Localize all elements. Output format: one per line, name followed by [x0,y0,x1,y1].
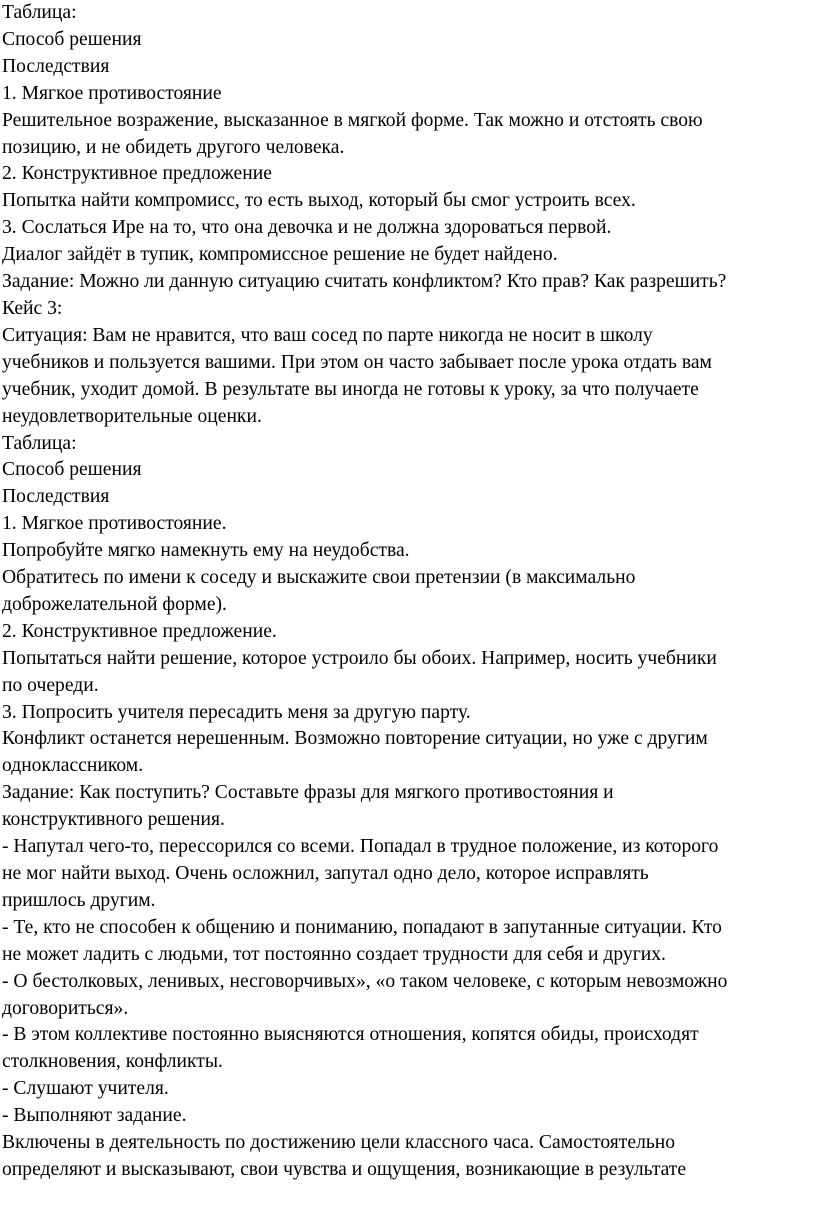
option-soft-resistance-hint: Попробуйте мягко намекнуть ему на неудобства. [2,540,410,562]
option-refer-to-ira: 3. Сослаться Ире на то, что она девочка и не должна здороваться первой. [2,217,612,239]
option-ask-teacher-consequence: Конфликт останется нерешенным. Возможно повторение ситуации, но уже с другим одноклассником. [2,728,708,777]
option-soft-resistance-consequence: Решительное возражение, высказанное в мягкой форме. Так можно и отстоять свою позицию, и не обидеть другого человека. [2,109,703,158]
option-soft-resistance: 1. Мягкое противостояние [2,82,222,104]
case-heading: Кейс 3: [2,297,63,319]
case-situation: Ситуация: Вам не нравится, что ваш сосед по парте никогда не носит в школу учебников и пользуется вашими. При этом он часто забывает после урока отдать вам учебник, уходит домой. В результате вы иногда не готовы к уроку, за что получаете неудовлетворительные оценки. [2,324,712,427]
option-constructive-proposal-consequence: Попытаться найти решение, которое устроило бы обоих. Например, носить учебники по очереди. [2,647,717,696]
column-header-method: Способ решения [2,459,142,481]
closing-paragraph: Включены в деятельность по достижению цели классного часа. Самостоятельно определяют и высказывают, свои чувства и ощущения, возникающие в результате [2,1132,687,1180]
list-item: - Слушают учителя. [2,1078,169,1100]
column-header-consequences: Последствия [2,486,110,508]
option-ask-teacher: 3. Попросить учителя пересадить меня за другую парту. [2,701,471,723]
option-constructive-proposal: 2. Конструктивное предложение [2,163,272,185]
list-item: - В этом коллективе постоянно выясняются отношения, копятся обиды, происходят столкновения, конфликты. [2,1024,699,1073]
option-soft-resistance-consequence: Обратитесь по имени к соседу и выскажите свои претензии (в максимально доброжелательной форме). [2,567,636,615]
list-item: - Выполняют задание. [2,1105,187,1127]
column-header-method: Способ решения [2,28,142,50]
option-constructive-proposal: 2. Конструктивное предложение. [2,620,277,642]
task-question: Задание: Можно ли данную ситуацию считать конфликтом? Кто прав? Как разрешить? [2,271,727,293]
list-item: - Напутал чего-то, перессорился со всеми. Попадал в трудное положение, из которого не мог найти выход. Очень осложнил, запутал одно дело, которое исправлять пришлось другим. [2,836,719,911]
list-item: - О бестолковых, ленивых, несговорчивых», «о таком человеке, с которым невозможно договориться». [2,970,728,1019]
column-header-consequences: Последствия [2,55,110,77]
list-item: - Те, кто не способен к общению и пониманию, попадают в запутанные ситуации. Кто не может ладить с людьми, тот постоянно создает трудности для себя и других. [2,916,722,965]
table-label: Таблица: [2,2,77,23]
table-label: Таблица: [2,432,77,454]
option-soft-resistance: 1. Мягкое противостояние. [2,513,227,535]
task-question: Задание: Как поступить? Составьте фразы для мягкого противостояния и конструктивного решения. [2,782,614,831]
option-constructive-proposal-consequence: Попытка найти компромисс, то есть выход, который бы смог устроить всех. [2,190,636,212]
option-refer-to-ira-consequence: Диалог зайдёт в тупик, компромиссное решение не будет найдено. [2,244,558,266]
